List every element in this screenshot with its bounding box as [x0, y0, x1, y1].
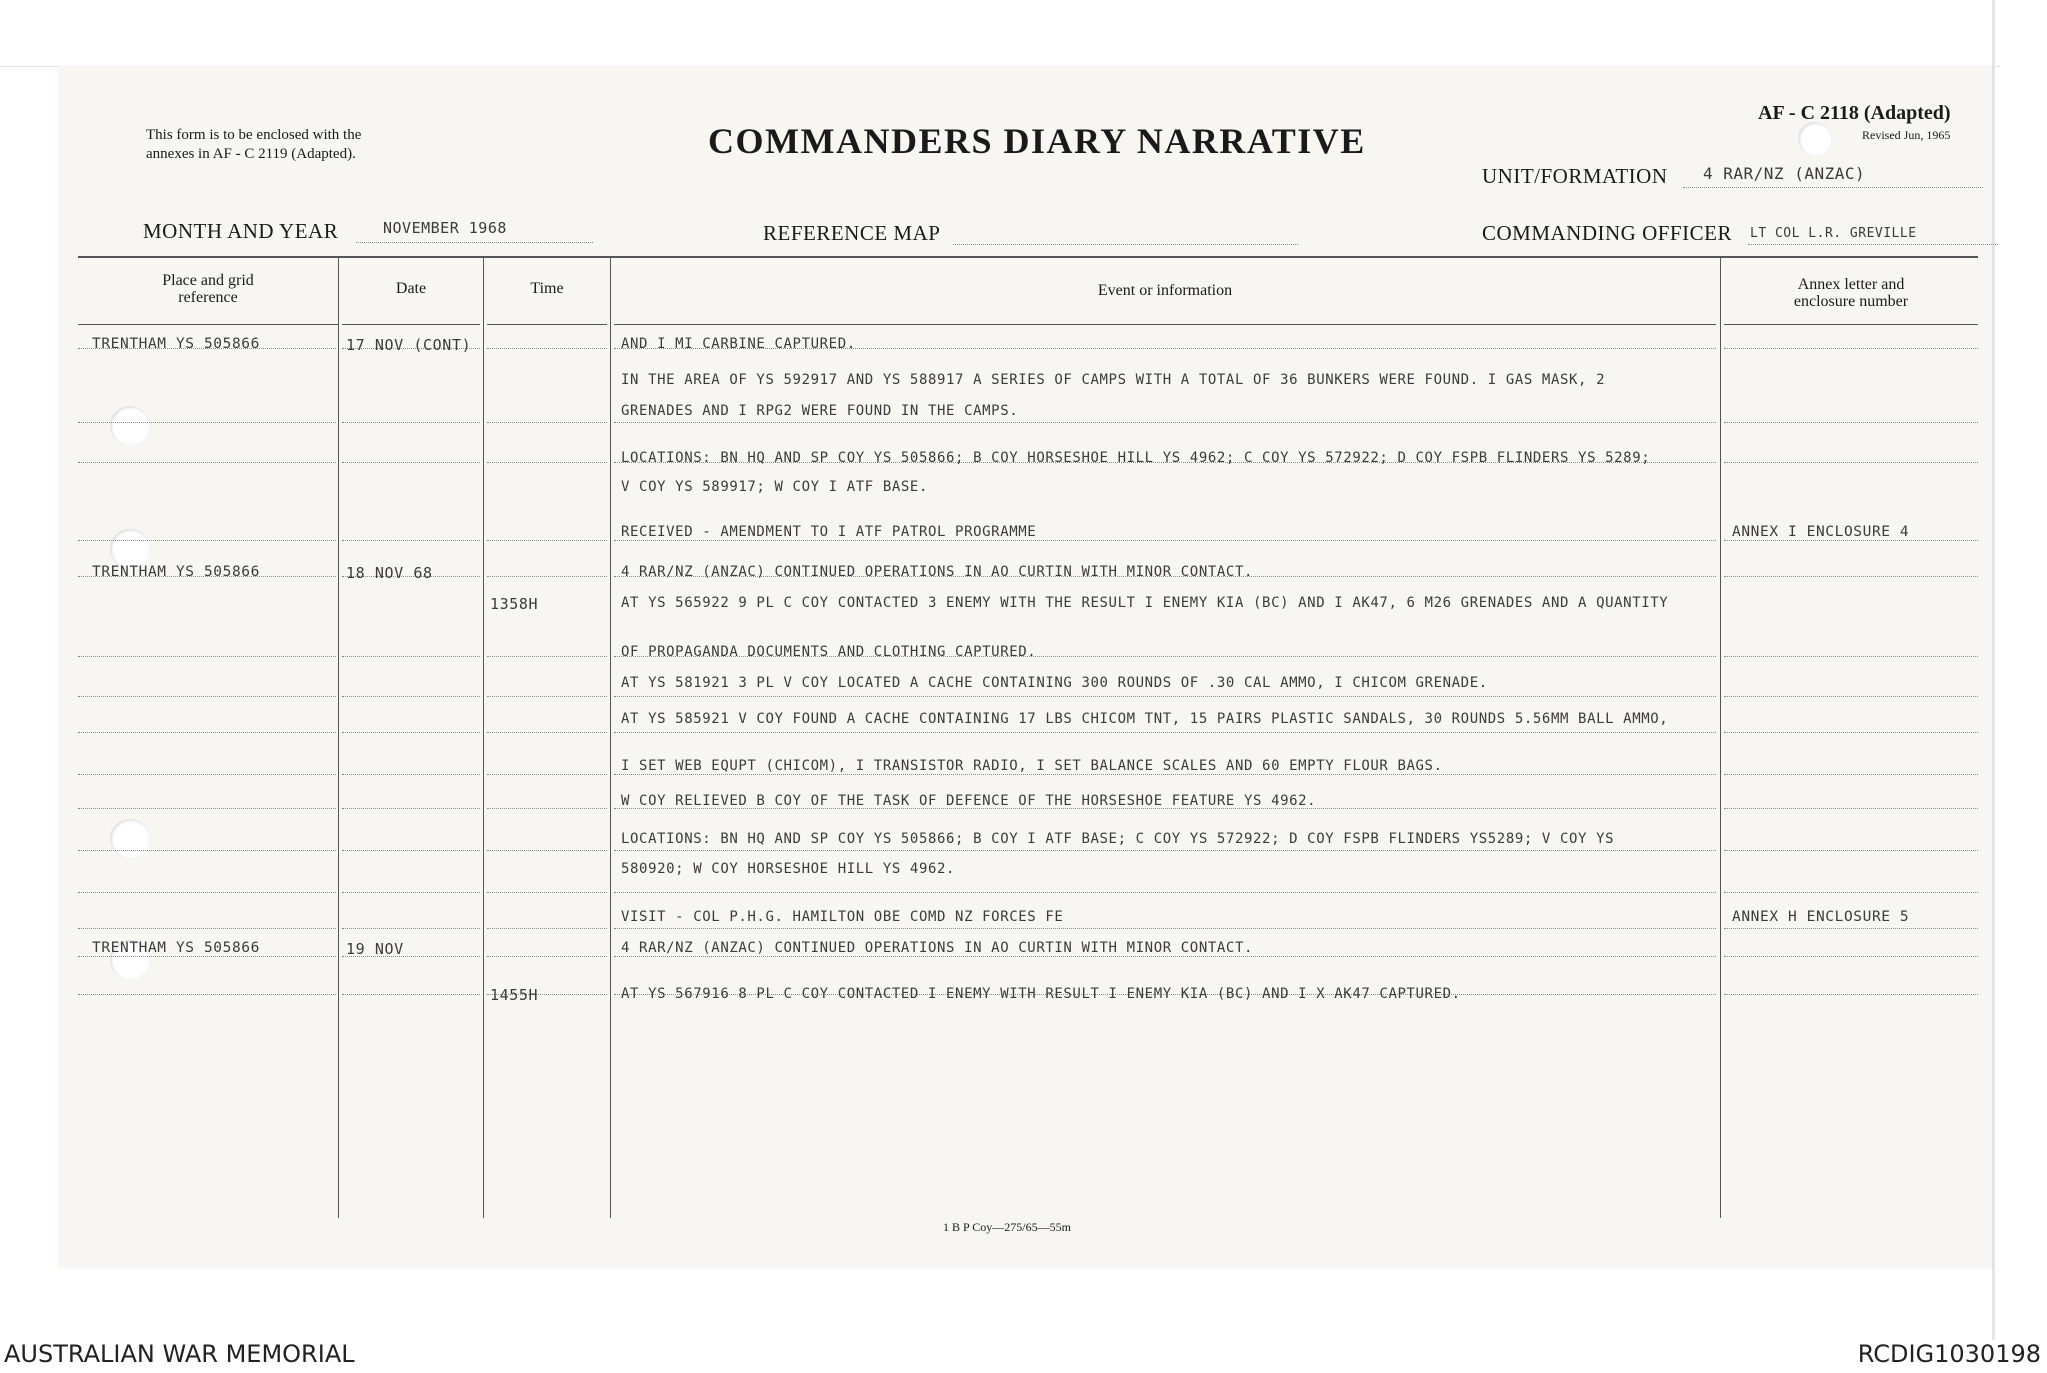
co-value: LT COL L.R. GREVILLE: [1750, 226, 1917, 241]
col-divider: [1720, 258, 1721, 1218]
unit-label: UNIT/FORMATION: [1482, 164, 1668, 188]
ruled-dotted-line: [487, 808, 607, 809]
punch-hole: [110, 819, 150, 859]
entry-place: TRENTHAM YS 505866: [92, 336, 260, 352]
header-underline: [487, 324, 607, 325]
ruled-dotted-line: [78, 422, 336, 423]
ruled-dotted-line: [614, 774, 1716, 775]
ruled-dotted-line: [487, 732, 607, 733]
month-dotline: [356, 242, 593, 243]
ruled-dotted-line: [342, 462, 480, 463]
entry-event: IN THE AREA OF YS 592917 AND YS 588917 A SERIES OF CAMPS WITH A TOTAL OF 36 BUNKERS WERE FOUND. I GAS MASK, 2: [621, 372, 1606, 388]
entry-date: 18 NOV 68: [346, 564, 433, 582]
form-number: AF - C 2118 (Adapted): [1758, 102, 1951, 124]
ruled-dotted-line: [614, 696, 1716, 697]
unit-dotline: [1683, 187, 1983, 188]
header-underline: [78, 324, 338, 325]
ruled-dotted-line: [78, 462, 336, 463]
col-divider: [483, 258, 484, 1218]
ruled-dotted-line: [1724, 808, 1978, 809]
ruled-dotted-line: [1724, 928, 1978, 929]
entry-time: 1455H: [490, 986, 539, 1004]
ruled-dotted-line: [487, 656, 607, 657]
entry-event: W COY RELIEVED B COY OF THE TASK OF DEFENCE OF THE HORSESHOE FEATURE YS 4962.: [621, 793, 1317, 809]
ruled-dotted-line: [78, 732, 336, 733]
entry-event: 580920; W COY HORSESHOE HILL YS 4962.: [621, 861, 956, 877]
header-underline: [1724, 324, 1978, 325]
form-note-line-1: This form is to be enclosed with the: [146, 127, 362, 143]
entry-event: LOCATIONS: BN HQ AND SP COY YS 505866; B COY I ATF BASE; C COY YS 572922; D COY FSPB FLINDERS YS5289; V COY YS: [621, 831, 1615, 847]
header-underline: [614, 324, 1716, 325]
ruled-dotted-line: [1724, 422, 1978, 423]
entry-event: V COY YS 589917; W COY I ATF BASE.: [621, 479, 928, 495]
entry-place: TRENTHAM YS 505866: [92, 564, 260, 580]
refmap-dotline: [953, 244, 1298, 245]
col-divider: [338, 258, 339, 1218]
ruled-dotted-line: [614, 956, 1716, 957]
entry-event: GRENADES AND I RPG2 WERE FOUND IN THE CAMPS.: [621, 403, 1019, 419]
ruled-dotted-line: [487, 540, 607, 541]
entry-event: 4 RAR/NZ (ANZAC) CONTINUED OPERATIONS IN AO CURTIN WITH MINOR CONTACT.: [621, 940, 1254, 956]
ruled-dotted-line: [1724, 348, 1978, 349]
ruled-dotted-line: [78, 656, 336, 657]
entry-event: AT YS 581921 3 PL V COY LOCATED A CACHE CONTAINING 300 ROUNDS OF .30 CAL AMMO, I CHICOM GRENADE.: [621, 675, 1488, 691]
ruled-dotted-line: [342, 656, 480, 657]
form-title: COMMANDERS DIARY NARRATIVE: [708, 121, 1366, 161]
ruled-dotted-line: [342, 540, 480, 541]
ruled-dotted-line: [487, 928, 607, 929]
ruled-dotted-line: [487, 348, 607, 349]
unit-value: 4 RAR/NZ (ANZAC): [1703, 164, 1866, 183]
ruled-dotted-line: [487, 956, 607, 957]
col-header-place-line1: Place and grid: [162, 272, 254, 289]
ruled-dotted-line: [1724, 850, 1978, 851]
ruled-dotted-line: [614, 892, 1716, 893]
col-header-annex-line2: enclosure number: [1793, 293, 1909, 310]
ruled-dotted-line: [1724, 892, 1978, 893]
footer-right: RCDIG1030198: [1857, 1340, 2041, 1368]
col-header-date: Date: [395, 280, 427, 297]
entry-time: 1358H: [490, 595, 539, 613]
ruled-dotted-line: [78, 850, 336, 851]
footer-left: AUSTRALIAN WAR MEMORIAL: [4, 1340, 355, 1368]
ruled-dotted-line: [342, 928, 480, 929]
ruled-dotted-line: [487, 462, 607, 463]
entry-event: AT YS 565922 9 PL C COY CONTACTED 3 ENEMY WITH THE RESULT I ENEMY KIA (BC) AND I AK47, 6 M26 GRENADES AND A QUANTITY: [621, 595, 1669, 611]
entry-event: VISIT - COL P.H.G. HAMILTON OBE COMD NZ FORCES FE: [621, 909, 1064, 925]
ruled-dotted-line: [78, 808, 336, 809]
reference-map-label: REFERENCE MAP: [763, 221, 941, 245]
co-dotline: [1748, 244, 1998, 245]
ruled-dotted-line: [78, 892, 336, 893]
table-top-rule: [78, 256, 1978, 258]
month-value: NOVEMBER 1968: [383, 219, 507, 237]
form-revised: Revised Jun, 1965: [1862, 128, 1951, 142]
entry-event: I SET WEB EQUPT (CHICOM), I TRANSISTOR RADIO, I SET BALANCE SCALES AND 60 EMPTY FLOUR BAGS.: [621, 758, 1443, 774]
ruled-dotted-line: [342, 696, 480, 697]
entry-annex: ANNEX I ENCLOSURE 4: [1732, 524, 1910, 540]
ruled-dotted-line: [1724, 656, 1978, 657]
ruled-dotted-line: [614, 732, 1716, 733]
ruled-dotted-line: [614, 422, 1716, 423]
ruled-dotted-line: [487, 850, 607, 851]
col-header-annex: [1724, 276, 1978, 310]
ruled-dotted-line: [487, 774, 607, 775]
entry-event: LOCATIONS: BN HQ AND SP COY YS 505866; B COY HORSESHOE HILL YS 4962; C COY YS 572922; D COY FSPB FLINDERS YS 5289;: [621, 450, 1651, 466]
col-header-place: [88, 272, 328, 306]
ruled-dotted-line: [78, 928, 336, 929]
entry-place: TRENTHAM YS 505866: [92, 940, 260, 956]
col-header-annex-line1: Annex letter and: [1797, 276, 1905, 293]
entry-event: AT YS 567916 8 PL C COY CONTACTED I ENEMY WITH RESULT I ENEMY KIA (BC) AND I X AK47 CAPTURED.: [621, 986, 1461, 1002]
ruled-dotted-line: [78, 956, 336, 957]
ruled-dotted-line: [614, 928, 1716, 929]
ruled-dotted-line: [342, 808, 480, 809]
ruled-dotted-line: [487, 422, 607, 423]
form-note: [146, 126, 361, 164]
diary-form-sheet: [58, 66, 1992, 1268]
ruled-dotted-line: [1724, 732, 1978, 733]
ruled-dotted-line: [1724, 994, 1978, 995]
entry-event: AT YS 585921 V COY FOUND A CACHE CONTAINING 17 LBS CHICOM TNT, 15 PAIRS PLASTIC SANDALS, 30 ROUNDS 5.56MM BALL AMMO,: [621, 711, 1669, 727]
punch-hole: [1798, 122, 1832, 156]
ruled-dotted-line: [1724, 462, 1978, 463]
form-note-line-2: annexes in AF - C 2119 (Adapted).: [146, 146, 356, 162]
ruled-dotted-line: [342, 850, 480, 851]
month-label: MONTH AND YEAR: [143, 219, 339, 243]
col-header-place-line2: reference: [178, 289, 238, 306]
printer-imprint: 1 B P Coy—275/65—55m: [943, 1220, 1071, 1234]
page-edge-shadow: [1992, 0, 1995, 1340]
ruled-dotted-line: [78, 994, 336, 995]
header-underline: [342, 324, 480, 325]
ruled-dotted-line: [1724, 774, 1978, 775]
ruled-dotted-line: [487, 892, 607, 893]
ruled-dotted-line: [342, 994, 480, 995]
ruled-dotted-line: [342, 774, 480, 775]
col-header-time: Time: [530, 280, 564, 297]
ruled-dotted-line: [78, 540, 336, 541]
entry-event: RECEIVED - AMENDMENT TO I ATF PATROL PROGRAMME: [621, 524, 1037, 540]
ruled-dotted-line: [78, 774, 336, 775]
entry-event: AND I MI CARBINE CAPTURED.: [621, 336, 856, 352]
ruled-dotted-line: [487, 576, 607, 577]
entry-date: 19 NOV: [346, 940, 404, 958]
ruled-dotted-line: [1724, 956, 1978, 957]
col-header-event: Event or information: [1097, 282, 1233, 299]
punch-hole: [110, 529, 150, 569]
punch-hole: [110, 406, 150, 446]
ruled-dotted-line: [78, 696, 336, 697]
entry-date: 17 NOV (CONT): [346, 336, 472, 354]
ruled-dotted-line: [342, 732, 480, 733]
ruled-dotted-line: [1724, 540, 1978, 541]
ruled-dotted-line: [487, 696, 607, 697]
co-label: COMMANDING OFFICER: [1482, 221, 1732, 245]
ruled-dotted-line: [1724, 696, 1978, 697]
entry-event: 4 RAR/NZ (ANZAC) CONTINUED OPERATIONS IN AO CURTIN WITH MINOR CONTACT.: [621, 564, 1254, 580]
ruled-dotted-line: [614, 540, 1716, 541]
entry-event: OF PROPAGANDA DOCUMENTS AND CLOTHING CAPTURED.: [621, 644, 1037, 660]
ruled-dotted-line: [342, 892, 480, 893]
ruled-dotted-line: [1724, 576, 1978, 577]
ruled-dotted-line: [342, 422, 480, 423]
ruled-dotted-line: [614, 850, 1716, 851]
entry-annex: ANNEX H ENCLOSURE 5: [1732, 909, 1910, 925]
col-divider: [610, 258, 611, 1218]
